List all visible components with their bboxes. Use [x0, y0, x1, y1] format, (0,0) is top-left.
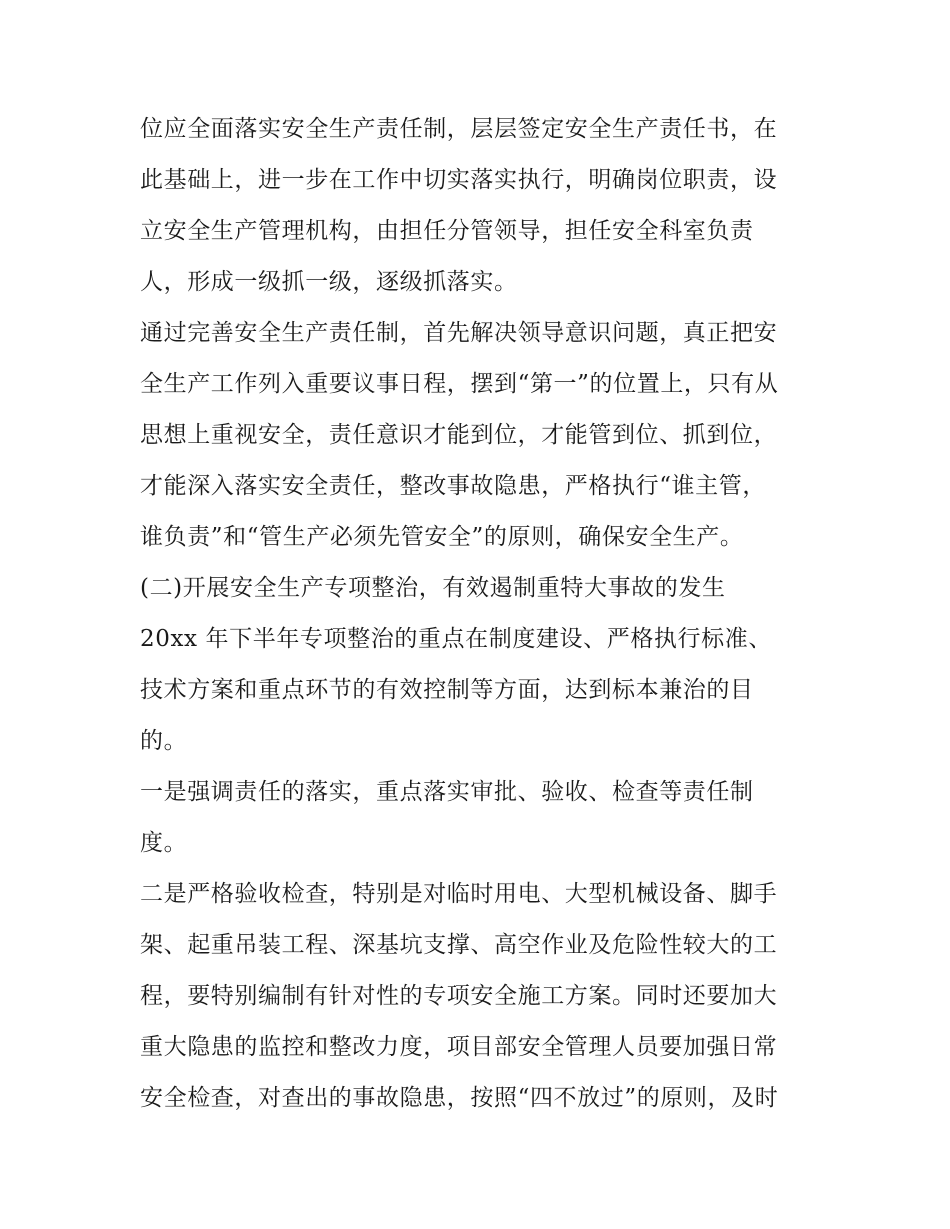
text-line: 才能深入落实安全责任，整改事故隐患，严格执行“谁主管，: [140, 473, 766, 499]
text-line: 二是严格验收检查，特别是对临时用电、大型机械设备、脚手: [140, 881, 778, 907]
text-line: 通过完善安全生产责任制，首先解决领导意识问题，真正把安: [140, 320, 778, 346]
text-line: 重大隐患的监控和整改力度，项目部安全管理人员要加强日常: [140, 1034, 778, 1060]
text-line: 技术方案和重点环节的有效控制等方面，达到标本兼治的目: [140, 677, 754, 703]
text-line: 立安全生产管理机构，由担任分管领导，担任安全科室负责: [140, 218, 754, 244]
text-line: 人，形成一级抓一级，逐级抓落实。: [140, 269, 518, 295]
text-line: 架、起重吊装工程、深基坑支撑、高空作业及危险性较大的工: [140, 932, 778, 958]
section-heading: (二)开展安全生产专项整治，有效遏制重特大事故的发生: [140, 575, 726, 601]
text-line: 安全检查，对查出的事故隐患，按照“四不放过”的原则，及时: [140, 1085, 779, 1111]
text-line: 思想上重视安全，责任意识才能到位，才能管到位、抓到位，: [140, 422, 778, 448]
text-line: 一是强调责任的落实，重点落实审批、验收、检查等责任制: [140, 779, 754, 805]
text-line: 的。: [140, 728, 188, 754]
text-line: 此基础上，进一步在工作中切实落实执行，明确岗位职责，设: [140, 167, 778, 193]
text-line: 程，要特别编制有针对性的专项安全施工方案。同时还要加大: [140, 983, 778, 1009]
document-body: [140, 104, 820, 1124]
text-line: 度。: [140, 830, 188, 856]
text-line: 20xx 年下半年专项整治的重点在制度建设、严格执行标准、: [140, 626, 772, 652]
text-line: 全生产工作列入重要议事日程，摆到“第一”的位置上，只有从: [140, 371, 779, 397]
text-line: 谁负责”和“管生产必须先管安全”的原则，确保安全生产。: [140, 524, 744, 550]
text-line: 位应全面落实安全生产责任制，层层签定安全生产责任书，在: [140, 116, 778, 142]
